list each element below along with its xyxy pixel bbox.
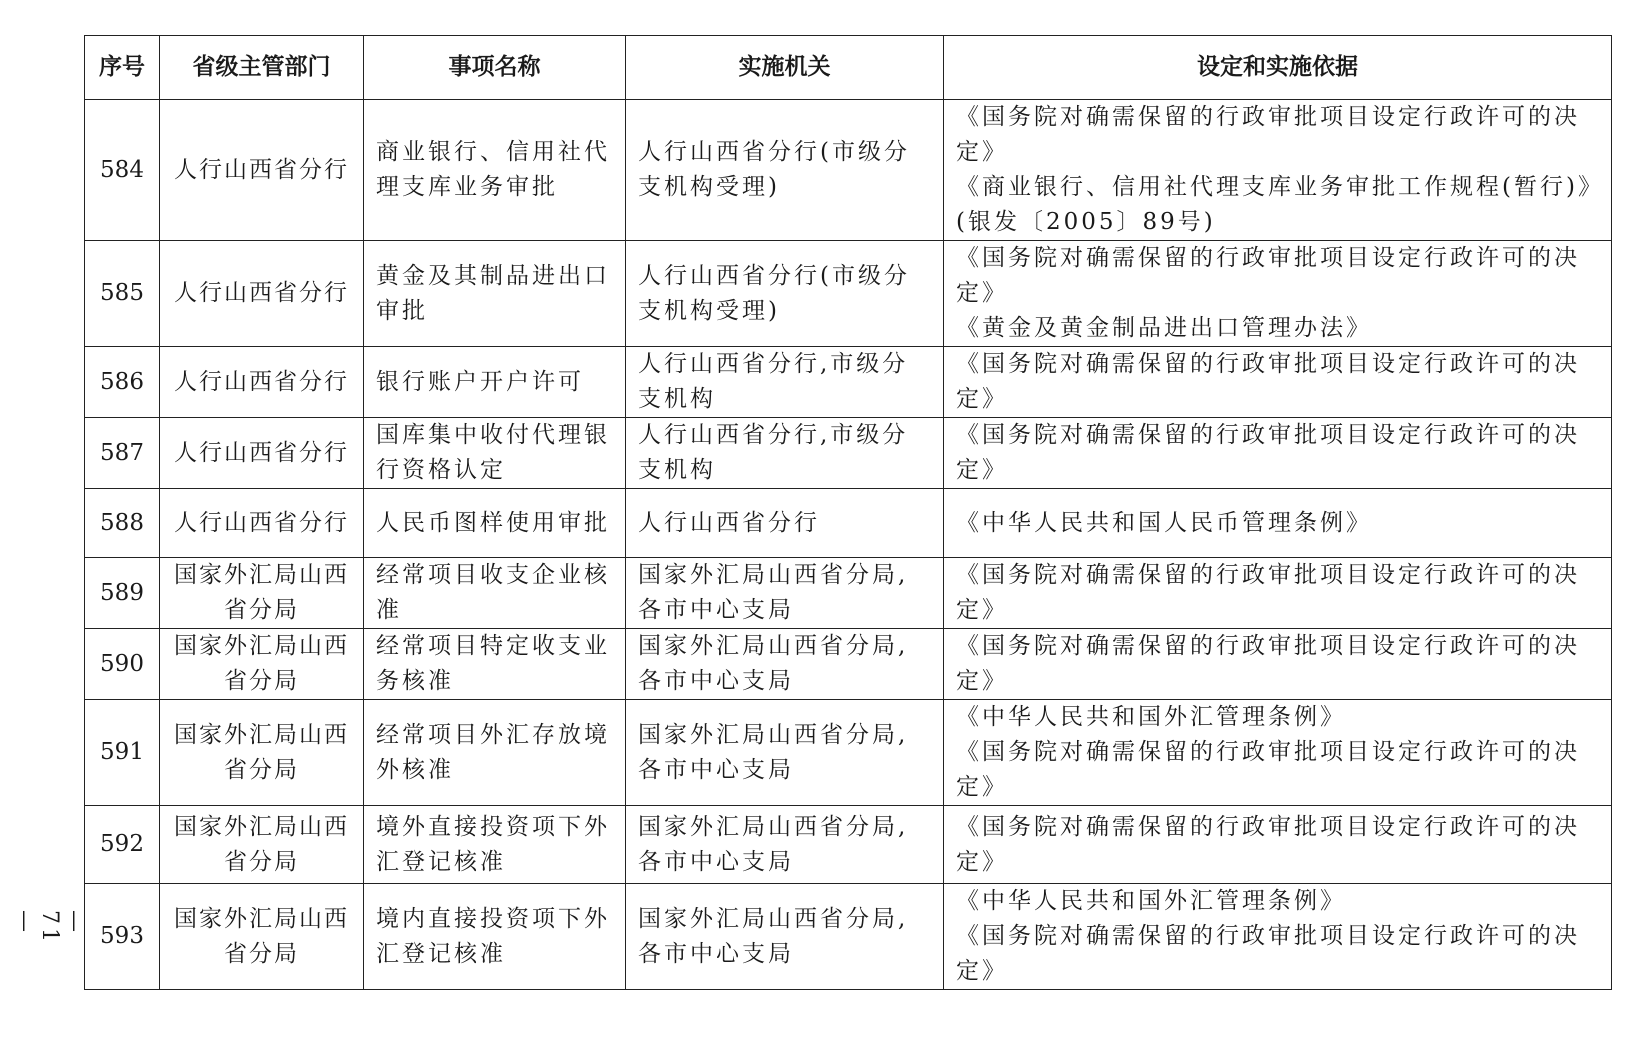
- approval-items-table: [84, 35, 1612, 990]
- table-row: [85, 629, 1612, 700]
- table-row: [85, 347, 1612, 418]
- cell-basis: [944, 347, 1612, 418]
- cell-dept: 国家外汇局山西省分局: [160, 558, 364, 629]
- cell-no: 586: [85, 347, 160, 418]
- cell-dept: 人行山西省分行: [160, 489, 364, 558]
- cell-agency: 人行山西省分行(市级分支机构受理): [626, 100, 944, 241]
- cell-dept: 人行山西省分行: [160, 100, 364, 241]
- cell-agency: 人行山西省分行,市级分支机构: [626, 418, 944, 489]
- cell-agency: 人行山西省分行: [626, 489, 944, 558]
- cell-dept: 国家外汇局山西省分局: [160, 700, 364, 806]
- cell-item-name: 黄金及其制品进出口审批: [364, 241, 626, 347]
- basis-reference: 《国务院对确需保留的行政审批项目设定行政许可的决定》: [956, 739, 1580, 800]
- basis-reference: 《国务院对确需保留的行政审批项目设定行政许可的决定》: [956, 633, 1580, 694]
- cell-basis: [944, 629, 1612, 700]
- cell-basis: [944, 806, 1612, 884]
- cell-basis: [944, 558, 1612, 629]
- header-dept: 省级主管部门: [160, 36, 364, 100]
- cell-item-name: 国库集中收付代理银行资格认定: [364, 418, 626, 489]
- cell-item-name: 经常项目收支企业核准: [364, 558, 626, 629]
- cell-no: 584: [85, 100, 160, 241]
- cell-dept: 国家外汇局山西省分局: [160, 806, 364, 884]
- cell-basis: [944, 700, 1612, 806]
- cell-no: 593: [85, 884, 160, 990]
- cell-item-name: 经常项目特定收支业务核准: [364, 629, 626, 700]
- header-agency: 实施机关: [626, 36, 944, 100]
- basis-reference: 《中华人民共和国外汇管理条例》: [956, 888, 1346, 914]
- cell-agency: 国家外汇局山西省分局,各市中心支局: [626, 884, 944, 990]
- cell-item-name: 商业银行、信用社代理支库业务审批: [364, 100, 626, 241]
- cell-agency: 人行山西省分行(市级分支机构受理): [626, 241, 944, 347]
- cell-dept: 人行山西省分行: [160, 241, 364, 347]
- basis-reference: 《国务院对确需保留的行政审批项目设定行政许可的决定》: [956, 813, 1580, 875]
- header-no: 序号: [85, 36, 160, 100]
- cell-no: 585: [85, 241, 160, 347]
- cell-no: 588: [85, 489, 160, 558]
- table-row: [85, 558, 1612, 629]
- cell-agency: 国家外汇局山西省分局,各市中心支局: [626, 558, 944, 629]
- basis-reference: 《国务院对确需保留的行政审批项目设定行政许可的决定》: [956, 245, 1580, 306]
- basis-reference: 《国务院对确需保留的行政审批项目设定行政许可的决定》: [956, 104, 1580, 165]
- cell-item-name: 境外直接投资项下外汇登记核准: [364, 806, 626, 884]
- cell-basis: [944, 418, 1612, 489]
- cell-no: 587: [85, 418, 160, 489]
- basis-reference: 《国务院对确需保留的行政审批项目设定行政许可的决定》: [956, 422, 1580, 483]
- basis-reference: 《国务院对确需保留的行政审批项目设定行政许可的决定》: [956, 562, 1580, 623]
- basis-reference: 《国务院对确需保留的行政审批项目设定行政许可的决定》: [956, 923, 1580, 984]
- cell-dept: 国家外汇局山西省分局: [160, 884, 364, 990]
- cell-no: 592: [85, 806, 160, 884]
- cell-dept: 国家外汇局山西省分局: [160, 629, 364, 700]
- basis-reference: 《中华人民共和国外汇管理条例》: [956, 704, 1346, 730]
- table-row: [85, 806, 1612, 884]
- cell-item-name: 人民币图样使用审批: [364, 489, 626, 558]
- cell-basis: [944, 100, 1612, 241]
- cell-no: 589: [85, 558, 160, 629]
- cell-agency: 国家外汇局山西省分局,各市中心支局: [626, 806, 944, 884]
- header-basis: 设定和实施依据: [944, 36, 1612, 100]
- cell-dept: 人行山西省分行: [160, 347, 364, 418]
- basis-reference: 《中华人民共和国人民币管理条例》: [956, 509, 1372, 536]
- table-row: [85, 100, 1612, 241]
- table-header-row: [85, 36, 1612, 100]
- header-name: 事项名称: [364, 36, 626, 100]
- cell-item-name: 经常项目外汇存放境外核准: [364, 700, 626, 806]
- cell-item-name: 银行账户开户许可: [364, 347, 626, 418]
- page-number: — 71 —: [12, 910, 88, 946]
- cell-basis: [944, 884, 1612, 990]
- basis-reference: 《黄金及黄金制品进出口管理办法》: [956, 315, 1372, 341]
- table-row: [85, 884, 1612, 990]
- basis-reference: 《商业银行、信用社代理支库业务审批工作规程(暂行)》(银发〔2005〕89号): [956, 174, 1593, 235]
- table-row: [85, 489, 1612, 558]
- table-row: [85, 700, 1612, 806]
- cell-basis: [944, 489, 1612, 558]
- cell-agency: 人行山西省分行,市级分支机构: [626, 347, 944, 418]
- cell-no: 591: [85, 700, 160, 806]
- cell-item-name: 境内直接投资项下外汇登记核准: [364, 884, 626, 990]
- cell-no: 590: [85, 629, 160, 700]
- cell-dept: 人行山西省分行: [160, 418, 364, 489]
- cell-basis: [944, 241, 1612, 347]
- cell-agency: 国家外汇局山西省分局,各市中心支局: [626, 700, 944, 806]
- basis-reference: 《国务院对确需保留的行政审批项目设定行政许可的决定》: [956, 351, 1580, 412]
- table-row: [85, 241, 1612, 347]
- table-row: [85, 418, 1612, 489]
- cell-agency: 国家外汇局山西省分局,各市中心支局: [626, 629, 944, 700]
